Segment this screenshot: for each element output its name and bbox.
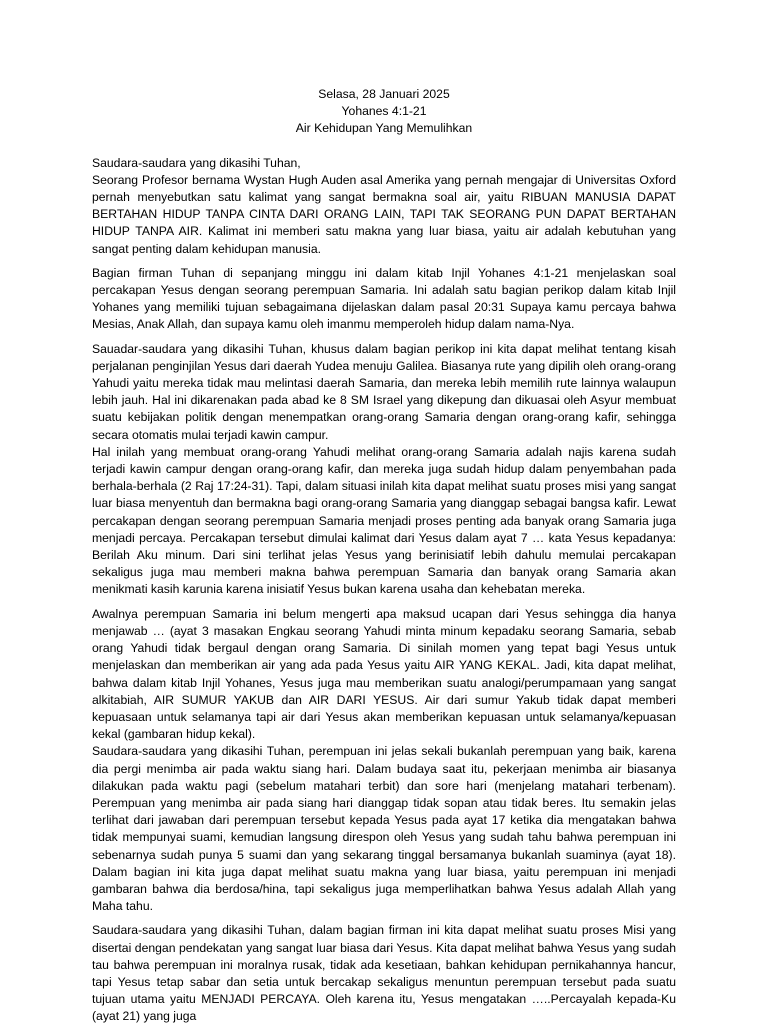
- paragraph-auden: Seorang Profesor bernama Wystan Hugh Auden asal Amerika yang pernah mengajar di Universitas Oxford pernah menyebutkan satu kalimat yang sangat bermakna soal air, yaitu RIBUAN MANUSIA DAPAT BERTAHAN HIDUP TANPA CINTA DARI ORANG LAIN, TAPI TAK SEORANG PUN DAPAT BERTAHAN HIDUP TANPA AIR. Kalimat ini memberi satu makna yang luar biasa, yaitu air adalah kebutuhan yang sangat penting dalam kehidupan manusia.: [92, 172, 676, 256]
- document-header: [92, 86, 676, 138]
- paragraph-woman: Saudara-saudara yang dikasihi Tuhan, perempuan ini jelas sekali bukanlah perempuan yang baik, karena dia pergi menimba air pada waktu siang hari. Dalam budaya saat itu, pekerjaan menimba air biasanya dilakukan pada waktu pagi (sebelum matahari terbit) dan sore hari (menjelang matahari terbenam). Perempuan yang menimba air pada siang hari dianggap tidak sopan atau tidak beres. Itu semakin jelas terlihat dari jawaban dari perempuan tersebut kepada Yesus pada ayat 17 ketika dia mengatakan bahwa tidak mempunyai suami, kemudian langsung direspon oleh Yesus yang sudah tahu bahwa perempuan ini sebenarnya sudah punya 5 suami dan yang sekarang tinggal bersamanya bukanlah suaminya (ayat 18). Dalam bagian ini kita juga dapat melihat suatu makna yang luar biasa, yaitu perempuan ini menjadi gambaran bahwa dia berdosa/hina, tapi sekaligus juga memperlihatkan bahwa Yesus adalah Allah yang Maha tahu.: [92, 744, 676, 914]
- greeting-paragraph: Saudara-saudara yang dikasihi Tuhan,: [92, 155, 301, 170]
- sermon-title: Air Kehidupan Yang Memulihkan: [295, 121, 473, 136]
- paragraph-context: Bagian firman Tuhan di sepanjang minggu ini dalam kitab Injil Yohanes 4:1-21 menjelaskan soal percakapan Yesus dengan seorang perempuan Samaria. Ini adalah satu bagian perikop dalam kitab Injil Yohanes yang memiliki tujuan sebagaimana dijelaskan dalam pasal 20:31 Supaya kamu percaya bahwa Mesias, Anak Allah, dan supaya kamu oleh imanmu memperoleh hidup dalam nama-Nya.: [92, 265, 676, 332]
- paragraph-journey: Sauadar-saudara yang dikasihi Tuhan, khusus dalam bagian perikop ini kita dapat melihat tentang kisah perjalanan penginjilan Yesus dari daerah Yudea menuju Galilea. Biasanya rute yang dipilih oleh orang-orang Yahudi yaitu mereka tidak mau melintasi daerah Samaria, dan mereka lebih memilih rute lainnya walaupun lebih jauh. Hal ini dikarenakan pada abad ke 8 SM Israel yang dikepung dan dikuasai oleh Asyur membuat suatu kebijakan politik dengan menempatkan orang-orang Samaria dengan orang-orang kafir, sehingga secara otomatis mulai terjadi kawin campur.: [92, 341, 676, 442]
- date-line: Selasa, 28 Januari 2025: [318, 87, 450, 101]
- paragraph-conversation: Hal inilah yang membuat orang-orang Yahudi melihat orang-orang Samaria adalah najis karena sudah terjadi kawin campur dengan orang-orang kafir, dan mereka juga sudah hidup dalam penyembahan pada berhala-berhala (2 Raj 17:24-31). Tapi, dalam situasi inilah kita dapat melihat suatu proses misi yang sangat luar biasa menyentuh dan bermakna bagi orang-orang Samaria yang dianggap sebagai bangsa kafir. Lewat percakapan dengan seorang perempuan Samaria menjadi proses penting ada banyak orang Samaria juga menjadi percaya. Percakapan tersebut dimulai kalimat dari Yesus dalam ayat 7 … kata Yesus kepadanya: Berilah Aku minum. Dari sini terlihat jelas Yesus yang berinisiatif lebih dahulu memulai percakapan sekaligus juga mau memberi makna bahwa perempuan Samaria dan banyak orang Samaria akan menikmati kasih karunia karena inisiatif Yesus bukan karena usaha dan kehebatan mereka.: [92, 444, 676, 597]
- document-page: [92, 86, 676, 1026]
- paragraph-mission: Saudara-saudara yang dikasihi Tuhan, dalam bagian firman ini kita dapat melihat suatu proses Misi yang disertai dengan pendekatan yang sangat luar biasa dari Yesus. Kita dapat melihat bahwa Yesus yang sudah tau bahwa perempuan ini moralnya rusak, tidak ada kesetiaan, bahkan kehidupan pernikahannya hancur, tapi Yesus tetap sabar dan setia untuk bercakap sekaligus menuntun perempuan tersebut pada suatu tujuan utama yaitu MENJADI PERCAYA. Oleh karena itu, Yesus mengatakan …..Percayalah kepada-Ku (ayat 21) yang juga: [92, 923, 676, 1024]
- scripture-reference: Yohanes 4:1-21: [341, 104, 427, 119]
- paragraph-living-water: Awalnya perempuan Samaria ini belum mengerti apa maksud ucapan dari Yesus sehingga dia hanya menjawab … (ayat 3 masakan Engkau seorang Yahudi minta minum kepadaku seorang Samaria, sebab orang Yahudi tidak bergaul dengan orang Samaria. Di sinilah momen yang tepat bagi Yesus untuk menjelaskan dan memberikan air yang ada pada Yesus yaitu AIR YANG KEKAL. Jadi, kita dapat melihat, bahwa dalam kitab Injil Yohanes, Yesus juga mau memberikan suatu analogi/perumpamaan yang sangat alkitabiah, AIR SUMUR YAKUB dan AIR DARI YESUS. Air dari sumur Yakub tidak dapat memberi kepuasaan untuk selamanya tapi air dari Yesus akan memberikan kepuasan untuk selamanya/kepuasan kekal (gambaran hidup kekal).: [92, 606, 676, 742]
